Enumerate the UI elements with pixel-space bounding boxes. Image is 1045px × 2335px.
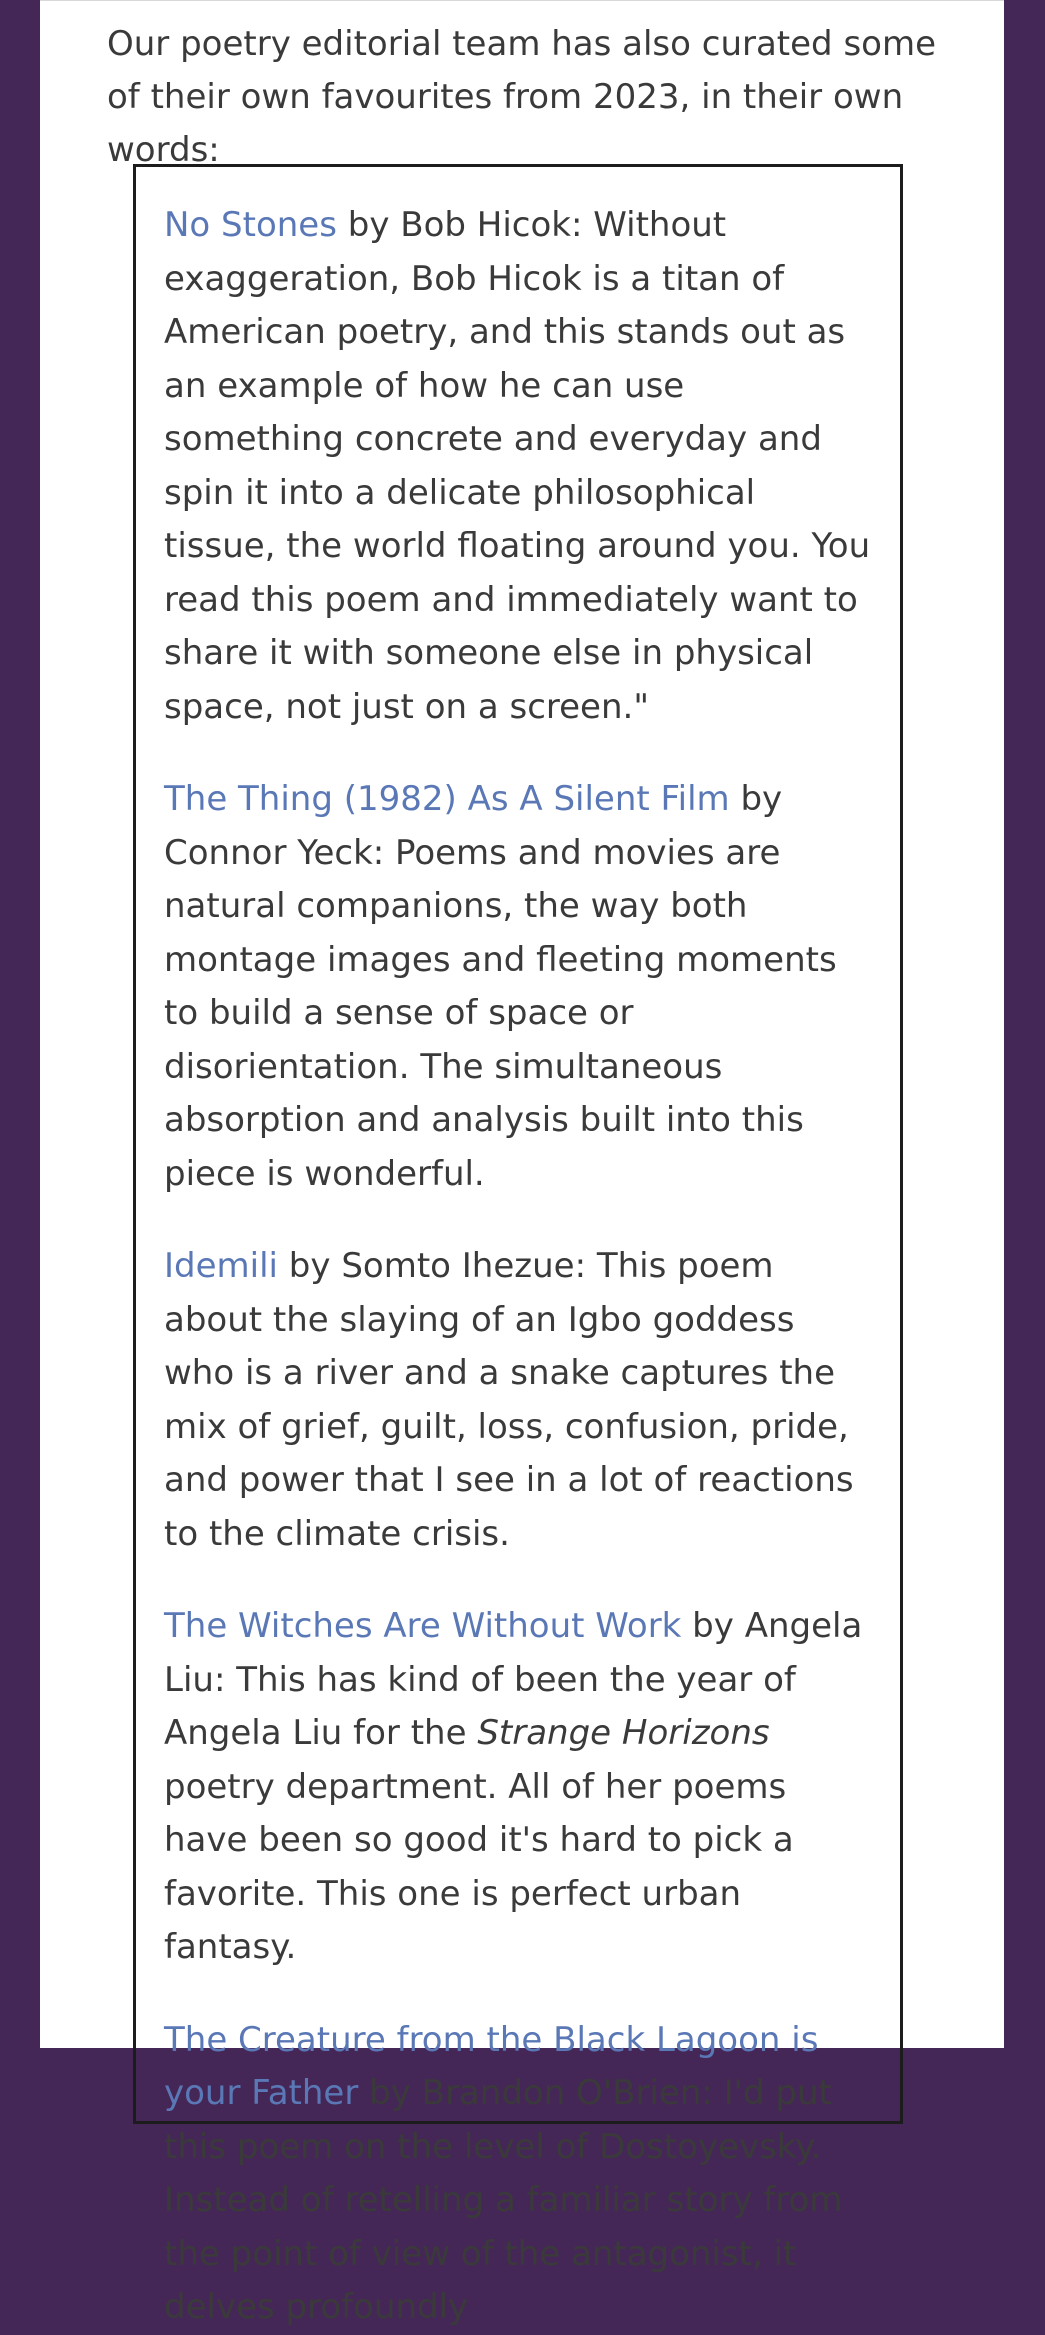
poem-link-the-thing[interactable]: The Thing (1982) As A Silent Film [164,779,730,819]
magazine-name: Strange Horizons [477,1713,770,1753]
entry-text: Poems and movies are natural companions, the way both montage images and fleeting moments to build a sense of space or disorientation. The simultaneous absorption and analysis built into this piece is wonderful. [164,832,837,1194]
entry-text: This has kind of been the year of Angela Liu for the [164,1659,796,1753]
favourite-entry-creature [164,2014,872,2335]
article-page [40,0,1004,2327]
favourite-entry-the-thing [164,773,872,1201]
entry-text: I'd put this poem on the level of Dostoyevsky. Instead of retelling a familiar story from the point of view of the antagonist, it delves profoundly [164,2073,843,2327]
favourite-entry-witches [164,1600,872,1975]
entry-byline: by Connor Yeck: [164,779,783,873]
favourite-entry-no-stones [164,199,872,734]
poem-link-witches[interactable]: The Witches Are Without Work [164,1606,682,1646]
intro-paragraph: Our poetry editorial team has also curated some of their own favourites from 2023, in their own words: [107,24,936,170]
poem-link-no-stones[interactable]: No Stones [164,205,337,245]
entry-text: Without exaggeration, Bob Hicok is a titan of American poetry, and this stands out as an example of how he can use something concrete and everyday and spin it into a delicate philosophical tissue, the world floating around you. You read this poem and immediately want to share it with someone else in physical space, not just on a screen." [164,205,871,727]
poem-link-idemili[interactable]: Idemili [164,1246,278,1286]
favourite-entry-idemili [164,1240,872,1561]
entry-byline: by Bob Hicok: [336,205,594,245]
article-content [107,18,959,177]
entry-byline: by Angela Liu: [164,1606,863,1700]
favourites-box [133,164,903,2327]
entry-byline: by Somto Ihezue: [278,1246,597,1286]
entry-text-end: poetry department. All of her poems have been so good it's hard to pick a favorite. This one is perfect urban fantasy. [164,1766,794,1967]
entry-byline: by Brandon O'Brien: [358,2073,724,2113]
poem-link-creature[interactable]: The Creature from the Black Lagoon is your Father [164,2019,819,2113]
entry-text: This poem about the slaying of an Igbo goddess who is a river and a snake captures the mix of grief, guilt, loss, confusion, pride, and power that I see in a lot of reactions to the climate crisis. [164,1246,854,1554]
top-divider [40,0,1004,1]
